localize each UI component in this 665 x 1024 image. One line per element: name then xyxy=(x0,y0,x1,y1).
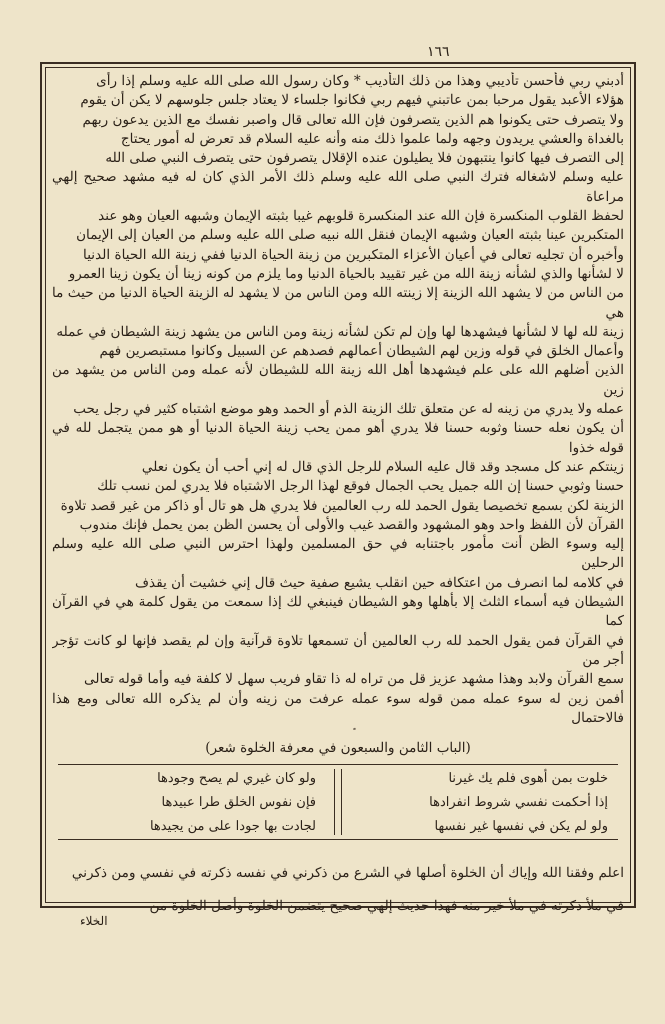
text-line: الزينة لكن بسمع تخصيصا يقول الحمد لله رب العالمين فلا يدري هل هو تال أو ذاكر من غير قصد تلاوة xyxy=(60,497,624,514)
text-line: الشيطان فيه أسماء الثلث إلا بأهلها وهو الشيطان فينبغي لك إذا سمعت من يقول كلمة هي في القرآن كما xyxy=(52,594,624,630)
verse-line: ولو لم يكن في نفسها غير نفسها xyxy=(434,819,608,834)
text-line: القرآن لأن اللفظ واحد وهو المشهود والقصد غيب والأولى أن يحسن الظن بمن يحمل فإنك مندوب xyxy=(79,516,624,533)
text-line: حسنا وثوبي حسنا إن الله جميل يحب الجمال فوقع لهذا الرجل الاشتباه فلا يدري لمن نسب تلك xyxy=(97,478,624,495)
text-line: وأعمال الخلق في قوله وزين لهم الشيطان أعمالهم فصدهم عن السبيل وكانوا مستبصرين فهم xyxy=(99,343,624,360)
page-number: ١٦٦ xyxy=(427,44,450,60)
poem-box xyxy=(58,764,618,840)
text-line: هؤلاء الأعبد يقول مرحبا بمن عاتبني فيهم ربي فكانوا جلساء لا يعتاد جلس جلوسهم لا يكن أن يقوم xyxy=(80,92,624,109)
text-line: في ملأ ذكرته في ملأ خير منه فهذا حديث إلهي صحيح يتضمن الخلوة وأصل الخلوة من xyxy=(149,897,624,914)
text-line: في القرآن فمن يقول الحمد لله رب العالمين أن تسمعها تلاوة قرآنية وإن لم يقصد فإنها لو كانت تؤجر أجر من xyxy=(52,632,624,668)
text-line: أن يكون نعله حسنا وثوبه حسنا فلا يدري أهو ممن يحب زينة الحياة الدنيا أو هو ممن يتجمل لله في قوله خذوا xyxy=(52,420,624,456)
poem-left-column xyxy=(58,765,326,839)
text-line: أفمن زين له سوء عمله ممن قوله سوء عمله عرفت من زينه وأن لم يذكره الله تعالى ومع هذا فالاحتمال xyxy=(52,690,624,726)
text-line xyxy=(52,728,624,730)
text-line: سمع القرآن ولابد وهذا مشهد عزيز قل من تراه له ذا تقاو فريب سهل لا كلفة فيه وأما قوله تعالى xyxy=(84,671,624,688)
text-line: المتكبرين عينا بثبته العيان وشبهه الإيمان فنقل الله نبيه صلى الله عليه وسلم من العيان إلى الإيمان xyxy=(76,227,624,244)
catchword: الخلاء xyxy=(80,914,108,928)
text-line: من الناس من لا يشهد الله الزينة إلا زينته الله ومن الناس من لا يشهد له الزينة الحياة الدنيا من حيث ما هي xyxy=(52,285,624,321)
text-line: زينتكم عند كل مسجد وقد قال عليه السلام للرجل الذي قال له إني أحب أن يكون نعلي xyxy=(141,458,624,475)
poem-right-column xyxy=(350,765,618,839)
text-line: عليه وسلم لاشغاله فترك النبي صلى الله عليه وسلم ذلك الأمر الذي كان له فيه مشهد صحيح إلهي مراعاة xyxy=(52,169,624,205)
verse-line: لجادت بها جودا على من يجيدها xyxy=(149,819,316,834)
text-line: لا لشأنها والذي لشأنه زينة الله من غير تقييد بالحياة الدنيا وما يلزم من كونه زينا أن يكون زينا العمرو xyxy=(68,265,624,282)
verse-line: إذا أحكمت نفسي شروط انفرادها xyxy=(429,795,608,810)
closing-text xyxy=(52,850,624,930)
text-line: في كلامه لما انصرف من اعتكافه حين انقلب يشيع صفية حيث قال إني خشيت أن يقذف xyxy=(134,574,624,591)
text-line: اعلم وفقنا الله وإياك أن الخلوة أصلها في الشرع من ذكرني في نفسه ذكرته في نفسي ومن ذكرني xyxy=(71,864,624,881)
text-line: إليه وسوء الظن أنت مأمور باجتنابه في حق المسلمين ولهذا احترس النبي صلى الله عليه وسلم الرحلين xyxy=(52,536,624,572)
text-line: عمله ولا يدري من زينه له عن متعلق تلك الزينة الذم أو الحمد وهو موضع اشتباه كثير في رجل يحب xyxy=(73,401,624,418)
verse-line: ولو كان غيري لم يصح وجودها xyxy=(157,771,316,786)
verse-line: خلوت بمن أهوى فلم يك غيرنا xyxy=(448,771,608,786)
text-line: وأخبره أن تجليه تعالى في أعيان الأعزاء المتكبرين من زينة الحياة الدنيا ففي زينة الله الحياة الدنيا xyxy=(83,246,624,263)
text-line: زينة لله لها لا لشأنها فيشهدها لها وإن لم تكن لشأنه زينة ومن الناس من يشهد زينة الشيطان في عمله xyxy=(56,323,624,340)
text-line: لحفظ القلوب المنكسرة فإن الله عند المنكسرة قلوبهم غيبا بثبته الإيمان وشبهه العيان وهو عند xyxy=(98,208,624,225)
poem-divider xyxy=(334,769,342,835)
text-line: الذين أضلهم الله على علم فيشهدها أهل الله زينة الله للشيطان لأنه عمله ومن الناس من يشهد من زين xyxy=(52,362,624,398)
main-text xyxy=(52,72,624,730)
text-line: ولا يتصرف حتى يكونوا هم الذين يتصرفون فإن الله تعالى قال واصبر نفسك مع الذين يدعون ربهم xyxy=(82,111,624,128)
text-line: بالغداة والعشي يريدون وجهه ولما علموا ذلك منه وأنه عليه السلام قد تعرض له أمور يحتاج xyxy=(120,130,624,147)
verse-line: فإن نفوس الخلق طرا عبيدها xyxy=(161,795,316,810)
text-line: أدبني ربي فأحسن تأديبي وهذا من ذلك التأديب * وكان رسول الله صلى الله عليه وسلم إذا رأى xyxy=(96,73,624,89)
text-line: إلى التصرف فيها كانوا ينتبهون فلا يطيلون عنده الإقلال يتصرفون حتى يتصرف النبي صلى الله xyxy=(105,150,624,167)
chapter-heading: (الباب الثامن والسبعون في معرفة الخلوة شعر) xyxy=(205,740,471,756)
